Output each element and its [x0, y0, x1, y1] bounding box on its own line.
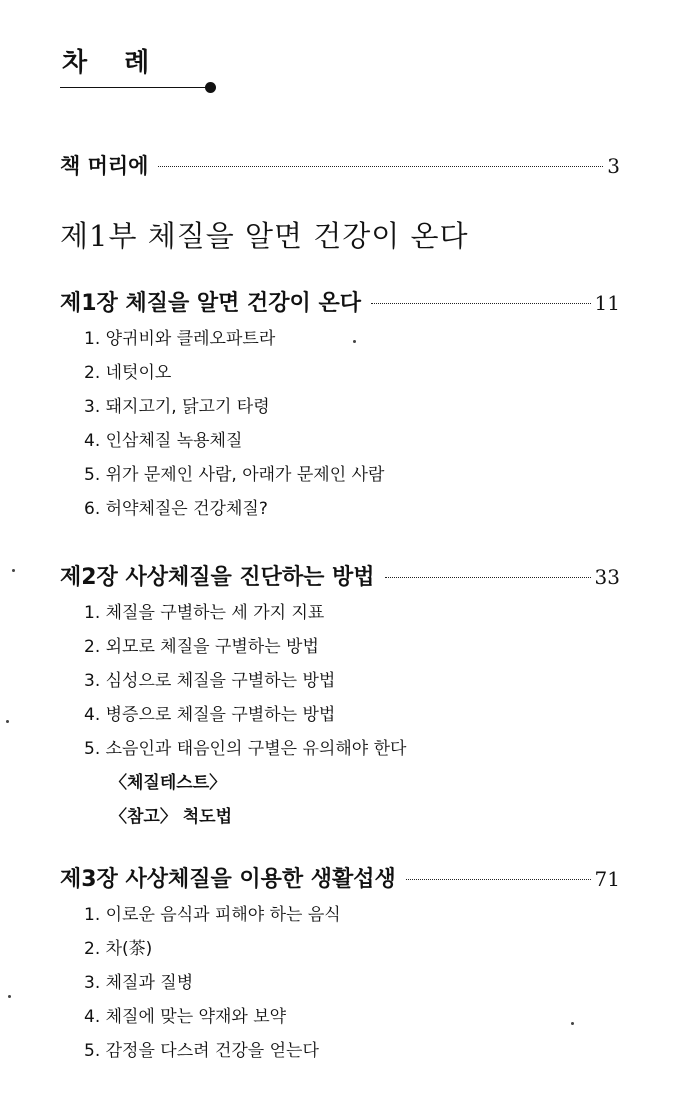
section-item[interactable]: 2. 차(茶): [84, 939, 153, 959]
section-item[interactable]: 4. 체질에 맞는 약재와 보약: [84, 1007, 287, 1027]
section-item[interactable]: 3. 체질과 질병: [84, 973, 194, 993]
section-item[interactable]: 1. 체질을 구별하는 세 가지 지표: [84, 603, 325, 623]
scan-speck: [353, 340, 356, 343]
section-item[interactable]: 6. 허약체질은 건강체질?: [84, 499, 268, 519]
page-title: 차 례: [62, 48, 164, 78]
dot-leader: [158, 166, 603, 167]
section-item[interactable]: 1. 이로운 음식과 피해야 하는 음식: [84, 905, 341, 925]
section-item[interactable]: 5. 감정을 다스려 건강을 얻는다: [84, 1041, 319, 1061]
toc-entry-preface[interactable]: [60, 150, 620, 180]
chapter-2-sections: [84, 596, 406, 834]
section-item[interactable]: 4. 인삼체질 녹용체질: [84, 431, 243, 451]
chapter-label: 제1장 체질을 알면 건강이 온다: [60, 291, 361, 316]
section-item[interactable]: 4. 병증으로 체질을 구별하는 방법: [84, 705, 336, 725]
toc-entry-chapter-3[interactable]: [60, 862, 620, 893]
section-item[interactable]: 5. 위가 문제인 사람, 아래가 문제인 사람: [84, 465, 385, 485]
part-heading: 제1부 체질을 알면 건강이 온다: [60, 219, 469, 253]
dot-leader: [385, 577, 591, 578]
section-item[interactable]: 1. 양귀비와 클레오파트라: [84, 329, 276, 349]
chapter-1-sections: [84, 322, 384, 526]
scan-speck: [8, 995, 11, 998]
scan-speck: [571, 1022, 574, 1025]
toc-entry-chapter-2[interactable]: [60, 560, 620, 591]
title-underline: [60, 87, 212, 88]
page-number: 33: [594, 565, 620, 589]
section-item[interactable]: 3. 돼지고기, 닭고기 타령: [84, 397, 270, 417]
page-number: 71: [594, 867, 620, 891]
chapter-label: 제3장 사상체질을 이용한 생활섭생: [60, 867, 396, 892]
section-item[interactable]: 2. 네텃이오: [84, 363, 172, 383]
chapter-label: 제2장 사상체질을 진단하는 방법: [60, 565, 375, 590]
section-item[interactable]: 3. 심성으로 체질을 구별하는 방법: [84, 671, 336, 691]
scan-speck: [12, 569, 15, 572]
section-item[interactable]: 2. 외모로 체질을 구별하는 방법: [84, 637, 319, 657]
sub-section-item[interactable]: 〈참고〉 척도법: [110, 807, 233, 827]
dot-leader: [406, 879, 591, 880]
entry-label: 책 머리에: [60, 154, 149, 178]
sub-section-item[interactable]: 〈체질테스트〉: [110, 773, 227, 793]
title-bullet-dot: [205, 82, 216, 93]
page-number: 11: [594, 291, 620, 315]
dot-leader: [371, 303, 591, 304]
scan-speck: [6, 720, 9, 723]
section-item[interactable]: 5. 소음인과 태음인의 구별은 유의해야 한다: [84, 739, 407, 759]
chapter-3-sections: [84, 898, 341, 1068]
toc-entry-chapter-1[interactable]: [60, 286, 620, 317]
page-number: 3: [607, 154, 620, 178]
